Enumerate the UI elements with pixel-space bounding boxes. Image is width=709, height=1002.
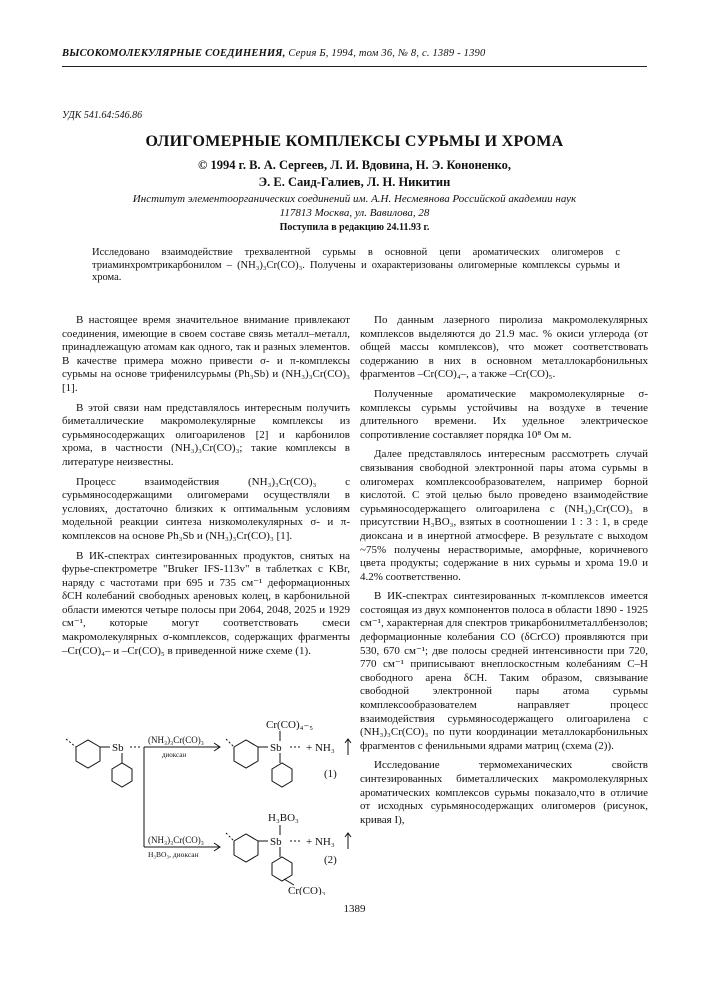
- nh3-product-2: + NH₃: [306, 836, 335, 848]
- right-column: [360, 314, 648, 833]
- benzene-ring: [76, 740, 100, 768]
- abstract: Исследовано взаимодействие трехвалентной сурьмы в основной цепи ароматических олигомеров с триаминхромтрикарбонилом – (NH₃)₃Cr(CO)₃. Получены и охарактеризованы олигомерные комплексы сурьмы и хрома.: [92, 247, 620, 283]
- running-head: [62, 48, 485, 59]
- paragraph: В ИК-спектрах синтезированных π-комплексов имеется состоящая из двух компонентов полоса в области 1890 - 1925 см⁻¹, характерная для спектров трикарбонилметаллбензолов; деформационные колебания CO (δCrCO) проявляются при 530, 670 см⁻¹; две полосы средней интенсивности при 720, 770 см⁻¹ приписывают внеплоскостным колебаниям C–H свободного арена δCH. Таким образом, связывание свободной электронной пары атома сурьмы комплексообразователем направляет процесс взаимодействия сурьмяносодержащего олигоарилена с (NH₃)₃Cr(CO)₃ по пути координации металлокарбонильных фрагментов с фенильными ядрами матриц (схема (2)).: [360, 590, 648, 752]
- sb-atom: Sb: [270, 742, 282, 754]
- article-title: ОЛИГОМЕРНЫЕ КОМПЛЕКСЫ СУРЬМЫ И ХРОМА: [145, 133, 564, 150]
- product-2-cr: Cr(CO)₃: [288, 885, 326, 895]
- journal-name: ВЫСОКОМОЛЕКУЛЯРНЫЕ СОЕДИНЕНИЯ,: [62, 48, 286, 59]
- paragraph: В ИК-спектрах синтезированных продуктов, снятых на фурье-спектрометре "Bruker IFS-113v" в таблетках с KBr, наряду с частотами при 695 и 735 см⁻¹ деформационных δCH колебаний свободных ареновых колец, в карбонильной области имеются четыре полосы при 2064, 2048, 2025 и 1929 см⁻¹, которые могут соответствовать смеси макромолекулярных σ-комплексов, содержащих фрагменты –Cr(CO)₄– и –Cr(CO)₅ в приведенной ниже схеме (1).: [62, 549, 350, 657]
- nh3-product-1: + NH₃: [306, 742, 335, 754]
- authors-line-2: Э. Е. Саид-Галиев, Л. Н. Никитин: [258, 175, 451, 189]
- sb-atom: Sb: [270, 836, 282, 848]
- paragraph: По данным лазерного пиролиза макромолекулярных комплексов выделяются до 21.9 мас. % окиси углерода (от общей массы комплексов), что может соответствовать содержанию в них в основном металлокарбонильных фрагментов –Cr(CO)₄–, а также –Cr(CO)₅.: [360, 314, 648, 381]
- citation: Серия Б, 1994, том 36, № 8, с. 1389 - 1390: [285, 48, 486, 59]
- reagent-2b: H₃BO₃, диоксан: [148, 850, 199, 859]
- scheme-label-1: (1): [324, 768, 337, 780]
- scheme-label-2: (2): [324, 854, 337, 866]
- left-column: [62, 314, 350, 664]
- scheme-svg: [62, 717, 352, 895]
- reagent-1: (NH₃)₃Cr(CO)₃: [148, 735, 204, 745]
- paragraph: Исследование термомеханических свойств синтезированных биметаллических макромолекулярных ароматических комплексов сурьмы показало,что в отличие от исходных сурьмяносодержащих олигомеров (рисунок, кривая I),: [360, 759, 648, 826]
- benzene-ring: [112, 763, 132, 787]
- paragraph: В этой связи нам представлялось интересным получить биметаллические макромолекулярные комплексы из сурьмяносодержащих олигоариленов [2] и карбонилов хрома, в частности (NH₃)₃Cr(CO)₃; такие комплексы в литературе неизвестны.: [62, 401, 350, 468]
- authors-line-1: © 1994 г. В. А. Сергеев, Л. И. Вдовина, Н. Э. Кононенко,: [198, 158, 511, 172]
- received-date: Поступила в редакцию 24.11.93 г.: [279, 222, 430, 233]
- product-1-cr: Cr(CO)₄₋₅: [266, 719, 314, 731]
- page-number: 1389: [343, 903, 366, 915]
- solvent-1: диоксан: [162, 751, 187, 759]
- institute-line-2: 117813 Москва, ул. Вавилова, 28: [279, 207, 430, 219]
- authors: [62, 157, 647, 191]
- benzene-ring: [234, 834, 258, 862]
- paragraph: Полученные ароматические макромолекулярные σ-комплексы сурьмы устойчивы на воздухе в течение длительного времени. Их удельное электрическое сопротивление составляет порядка 10⁸ Ом м.: [360, 387, 648, 441]
- reagent-2: (NH₃)₃Cr(CO)₃: [148, 835, 204, 845]
- institute: [62, 192, 647, 220]
- udk-code: УДК 541.64:546.86: [62, 110, 143, 121]
- benzene-ring: [234, 740, 258, 768]
- product-2-boron: H₃BO₃: [268, 812, 299, 824]
- paragraph: Далее представлялось интересным рассмотреть случай связывания свободной электронной пары атома сурьмы в олигомерах комплексообразователем, например борной кислотой. С этой целью было проведено взаимодействие сурьмяносодержащего олигоарилена с (NH₃)₃Cr(CO)₃ в присутствии H₃BO₃, взятых в соотношении 1 : 3 : 1, в среде диоксана и в инертной атмосфере. В результате с выходом ~75% получены нерастворимые, аморфные, коричневого цвета продукты; содержание в них сурьмы и хрома 19.0 и 4.2% соответственно.: [360, 448, 648, 583]
- institute-line-1: Институт элементоорганических соединений им. А.Н. Несмеянова Российской академии наук: [132, 193, 577, 205]
- benzene-ring: [272, 763, 292, 787]
- header-rule: [62, 66, 647, 67]
- paragraph: Процесс взаимодействия (NH₃)₃Cr(CO)₃ с сурьмяносодержащими олигомерами осуществляли в условиях, достаточно близких к оптимальным условиям модельной реакции синтеза низкомолекулярных σ- и π-комплексов на основе Ph₃Sb и (NH₃)₃Cr(CO)₃ [1].: [62, 475, 350, 542]
- sb-atom: Sb: [112, 742, 124, 754]
- paragraph: В настоящее время значительное внимание привлекают соединения, имеющие в своем составе связь металл–металл, принадлежащую атомам как одного, так и разных элементов. В качестве примера можно привести σ- и π-комплексы сурьмы на основе трифенилсурьмы (Ph₃Sb) и (NH₃)₃Cr(CO)₃ [1].: [62, 314, 350, 394]
- benzene-ring: [272, 857, 292, 881]
- reaction-scheme: [62, 717, 352, 895]
